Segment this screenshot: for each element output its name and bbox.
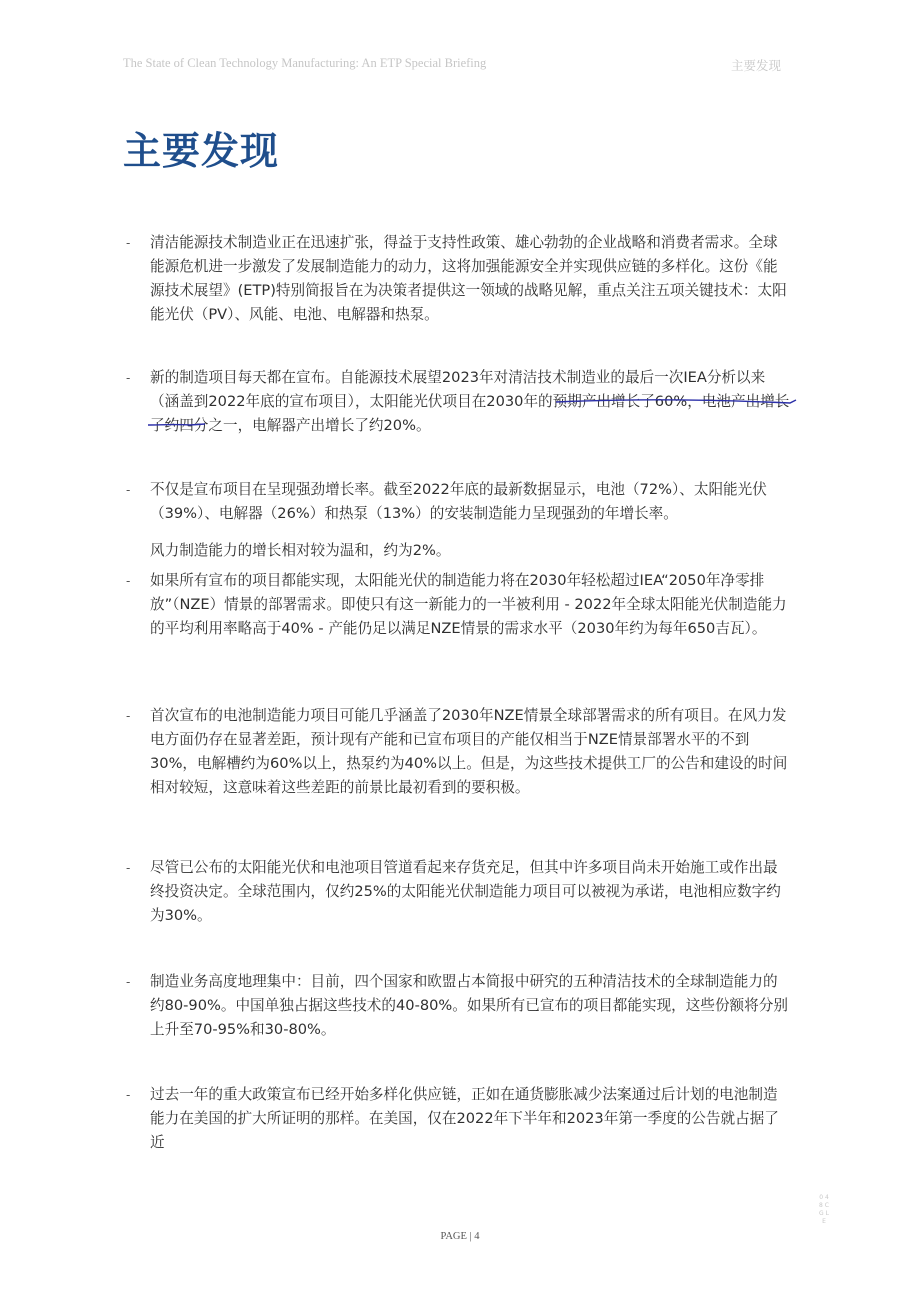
bullet-marker: - — [126, 574, 131, 588]
page-number: PAGE | 4 — [440, 1231, 480, 1242]
finding-item — [126, 478, 792, 526]
finding-item — [126, 569, 792, 641]
finding-text: 首次宣布的电池制造能力项目可能几乎涵盖了2030年NZE情景全球部署需求的所有项目。在风力发电方面仍存在显著差距，预计现有产能和已宣布项目的产能仅相当于NZE情景部署水平的不到30%，电解槽约为60%以上，热泵约为40%以上。但是，为这些技术提供工厂的公告和建设的时间相对较短，这意味着这些差距的前景比最初看到的要积极。 — [150, 707, 788, 796]
finding-item — [126, 1083, 792, 1155]
running-header-title: The State of Clean Technology Manufacturing: An ETP Special Briefing — [123, 56, 487, 70]
bullet-marker: - — [126, 861, 131, 875]
page-title: 主要发现 — [123, 129, 280, 173]
finding-item — [126, 231, 792, 327]
bullet-marker: - — [126, 1088, 131, 1102]
finding-item — [126, 704, 792, 800]
handwritten-strikethrough — [0, 385, 920, 445]
bullet-marker: - — [126, 709, 131, 723]
running-header-section: 主要发现 — [731, 58, 782, 73]
finding-text: 清洁能源技术制造业正在迅速扩张，得益于支持性政策、雄心勃勃的企业战略和消费者需求。全球能源危机进一步激发了发展制造能力的动力，这将加强能源安全并实现供应链的多样化。这份《能源技术展望》(ETP)特别简报旨在为决策者提供这一领域的战略见解，重点关注五项关键技术：太阳能光伏（PV）、风能、电池、电解器和热泵。 — [150, 234, 787, 323]
strike-line-1 — [556, 400, 796, 403]
finding-item — [126, 970, 792, 1042]
finding-text: 如果所有宣布的项目都能实现，太阳能光伏的制造能力将在2030年轻松超过IEA“2050年净零排放”（NZE）情景的部署需求。即使只有这一新能力的一半被利用 - 2022年全球太阳能光伏制造能力的平均利用率略高于40% - 产能仍足以满足NZE情景的需求水平（2030年约为每年650吉瓦）。 — [150, 572, 787, 637]
finding-text: 制造业务高度地理集中：目前，四个国家和欧盟占本简报中研究的五种清洁技术的全球制造能力的约80-90%。中国单独占据这些技术的40-80%。如果所有已宣布的项目都能实现，这些份额将分别上升至70-95%和30-80%。 — [150, 973, 788, 1038]
finding-text: 新的制造项目每天都在宣布。自能源技术展望2023年对清洁技术制造业的最后一次IEA分析以来（涵盖到2022年底的宣布项目），太阳能光伏项目在2030年的预期产出增长了60%，电池产出增长了约四分之一，电解器产出增长了约20%。 — [150, 369, 790, 434]
strike-line-2 — [148, 424, 205, 425]
finding-item — [126, 856, 792, 928]
wind-note: 风力制造能力的增长相对较为温和，约为2%。 — [150, 542, 451, 559]
finding-text: 过去一年的重大政策宣布已经开始多样化供应链，正如在通货膨胀减少法案通过后计划的电池制造能力在美国的扩大所证明的那样。在美国，仅在2022年下半年和2023年第一季度的公告就占据了近 — [150, 1086, 779, 1151]
bullet-marker: - — [126, 371, 131, 385]
side-stamp: 0 4 8 C G LE — [819, 1194, 829, 1225]
bullet-marker: - — [126, 483, 131, 497]
finding-text: 不仅是宣布项目在呈现强劲增长率。截至2022年底的最新数据显示，电池（72%）、太阳能光伏（39%）、电解器（26%）和热泵（13%）的安装制造能力呈现强劲的年增长率。 — [150, 481, 767, 522]
bullet-marker: - — [126, 975, 131, 989]
bullet-marker: - — [126, 236, 131, 250]
finding-text: 尽管已公布的太阳能光伏和电池项目管道看起来存货充足，但其中许多项目尚未开始施工或作出最终投资决定。全球范围内，仅约25%的太阳能光伏制造能力项目可以被视为承诺，电池相应数字约为30%。 — [150, 859, 781, 924]
